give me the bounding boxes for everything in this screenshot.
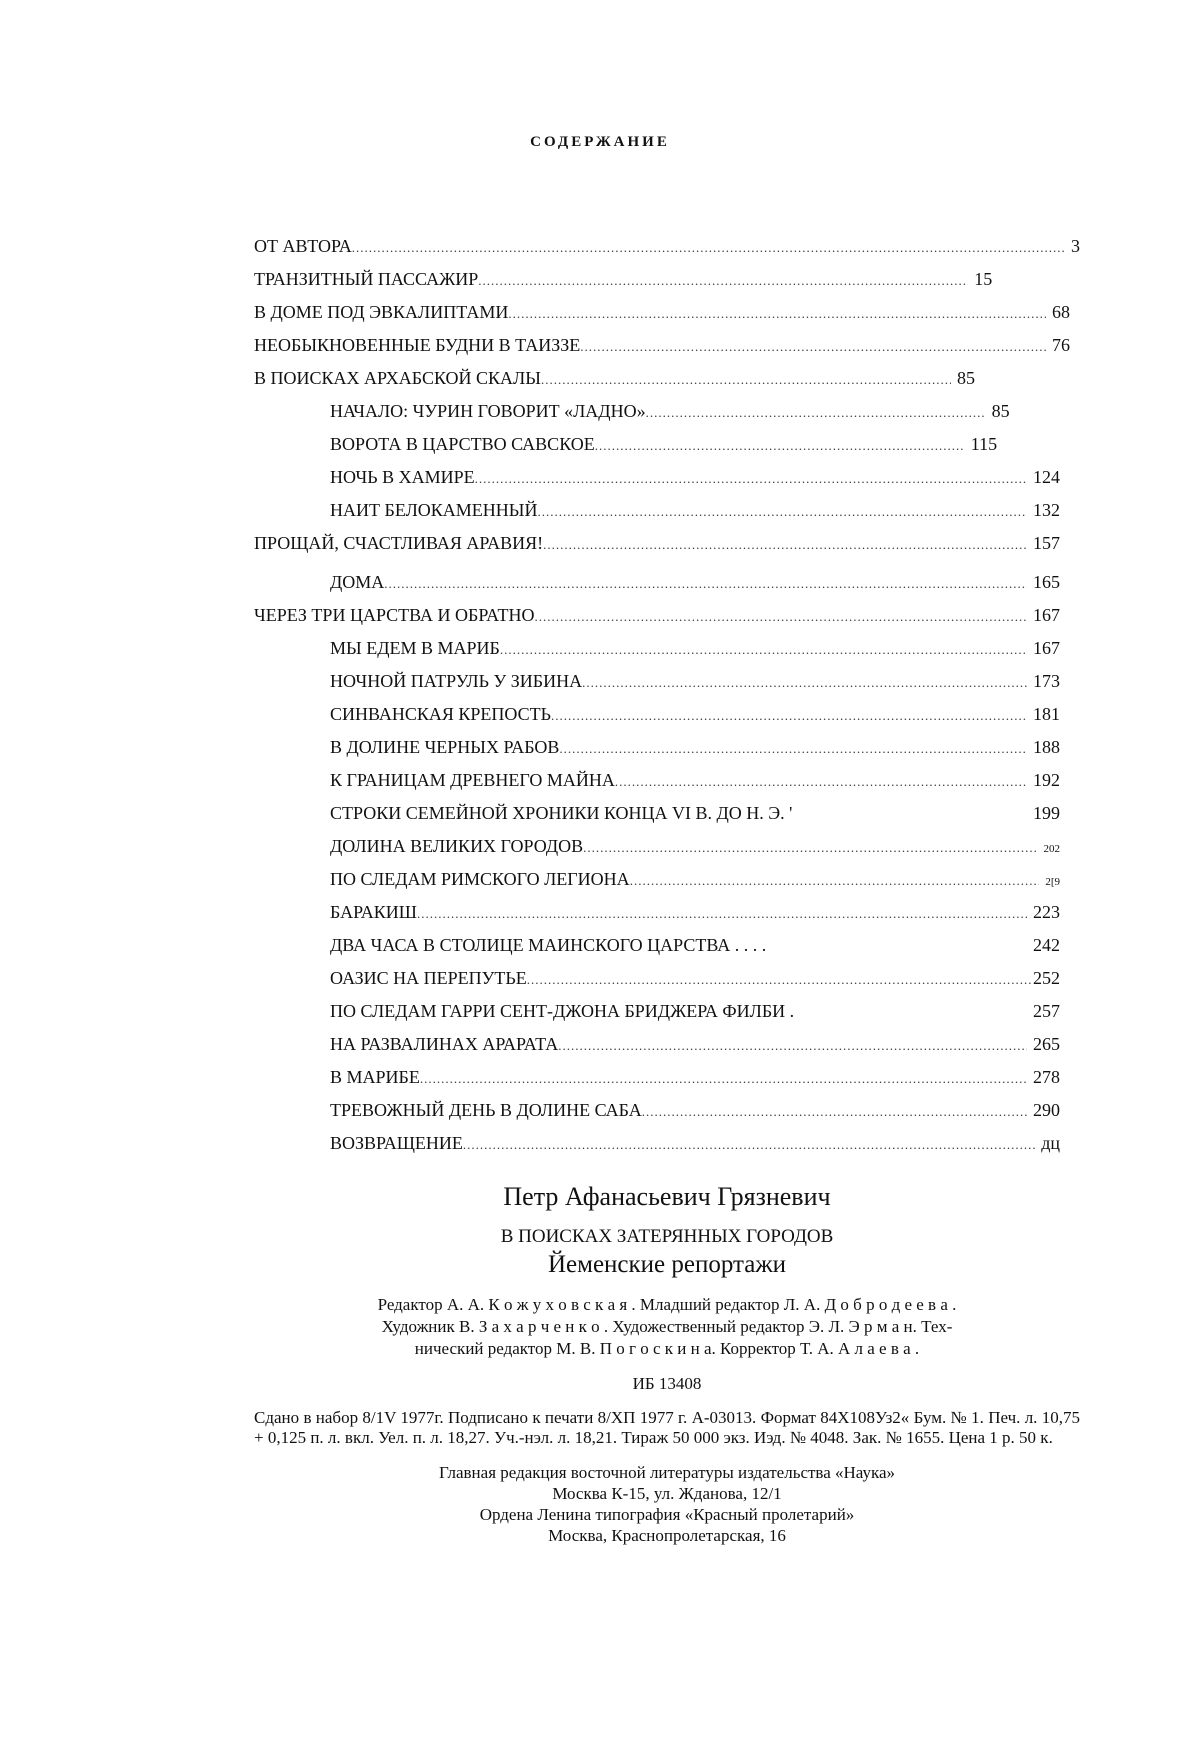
- toc-entry: [254, 1094, 1080, 1127]
- author-name: Петр Афанасьевич Грязневич: [503, 1182, 831, 1211]
- toc-entry-page: 167: [1033, 605, 1060, 625]
- publisher-line: Главная редакция восточной литературы издательства «Наука»: [438, 1463, 896, 1482]
- toc-entry-title: ВОРОТА В ЦАРСТВО САВСКОЕ: [330, 434, 595, 454]
- toc-entry: [254, 698, 1080, 731]
- toc-entry: [254, 863, 1080, 896]
- toc-entry: [254, 1127, 1080, 1160]
- toc-entry-page: 192: [1033, 770, 1060, 790]
- publisher-info: [254, 1462, 1080, 1546]
- toc-entry-title: НАЧАЛО: ЧУРИН ГОВОРИТ «ЛАДНО»: [330, 401, 646, 421]
- toc-entry-page: 15: [974, 269, 993, 289]
- dot-leader: [646, 396, 986, 429]
- toc-entry-page: 68: [1052, 302, 1070, 322]
- dot-leader: [420, 1062, 1027, 1095]
- dot-leader: [642, 1095, 1027, 1128]
- toc-entry-title: ПРОЩАЙ, СЧАСТЛИВАЯ АРАВИЯ!: [254, 533, 544, 553]
- dot-leader: [417, 897, 1027, 930]
- toc-entry-page: 265: [1033, 1034, 1060, 1054]
- toc-entry-page: дц: [1041, 1133, 1060, 1153]
- toc-entry-page: 173: [1033, 671, 1060, 691]
- dot-leader: [384, 567, 1027, 600]
- dot-leader: [500, 633, 1027, 666]
- toc-entry-page: 167: [1033, 638, 1060, 658]
- toc-entry: [254, 566, 1080, 599]
- toc-entry-title: В ДОМЕ ПОД ЭВКАЛИПТАМИ: [254, 302, 509, 322]
- toc-entry-page: 2[9: [1045, 876, 1060, 888]
- dot-leader: [615, 765, 1027, 798]
- imprint: [254, 1180, 1080, 1546]
- toc-entry-title: НОЧЬ В ХАМИРЕ: [330, 467, 475, 487]
- publisher-line: Москва К-15, ул. Жданова, 12/1: [552, 1484, 782, 1503]
- toc-entry-title: НОЧНОЙ ПАТРУЛЬ У ЗИБИНА: [330, 671, 583, 691]
- toc-entry-title: ВОЗВРАЩЕНИЕ: [330, 1133, 463, 1153]
- toc-entry-page: 124: [1033, 467, 1060, 487]
- toc-entry: [254, 461, 1080, 494]
- toc-entry: [254, 296, 1080, 329]
- toc-entry: [254, 1061, 1080, 1094]
- toc-entry-title: ОАЗИС НА ПЕРЕПУТЬЕ: [330, 968, 527, 988]
- toc-entry-title: В ДОЛИНЕ ЧЕРНЫХ РАБОВ: [330, 737, 560, 757]
- toc-entry-title: СИНВАНСКАЯ КРЕПОСТЬ: [330, 704, 551, 724]
- toc-entry: [254, 830, 1080, 863]
- toc-entry-page: 85: [991, 401, 1010, 421]
- toc-entry-title: В МАРИБЕ: [330, 1067, 420, 1087]
- dot-leader: [551, 699, 1027, 732]
- toc-entry-title: ДОМА: [330, 572, 385, 592]
- credits-line: Художник В. З а х а р ч е н к о . Художественный редактор Э. Л. Э р м а н. Тех-: [381, 1317, 953, 1336]
- credits-line: нический редактор М. В. П о г о с к и н а. Корректор Т. А. А л а е в а .: [414, 1339, 920, 1358]
- dot-leader: [535, 600, 1028, 633]
- toc-entry-page: 85: [956, 368, 975, 388]
- toc-entry-title: НА РАЗВАЛИНАХ АРАРАТА: [330, 1034, 559, 1054]
- toc-entry-page: 76: [1052, 335, 1070, 355]
- toc-entry-title: БАРАКИШ: [330, 902, 417, 922]
- toc-entry: [254, 494, 1080, 527]
- toc-entry-title: ТРЕВОЖНЫЙ ДЕНЬ В ДОЛИНЕ САБА: [330, 1100, 642, 1120]
- dot-leader: [527, 963, 1033, 996]
- toc-entry-title: НЕОБЫКНОВЕННЫЕ БУДНИ В ТАИЗЗЕ: [254, 335, 581, 355]
- toc-entry-page: 199: [1033, 803, 1060, 823]
- toc-entry: [254, 995, 1080, 1028]
- toc-entry: [254, 230, 1080, 263]
- toc-entry-page: 3: [1071, 236, 1080, 256]
- toc-entry-page: 181: [1033, 704, 1060, 724]
- toc-entry-page: 223: [1033, 902, 1060, 922]
- toc-entry-page: 165: [1033, 572, 1060, 592]
- toc-entry-title: ДВА ЧАСА В СТОЛИЦЕ МАИНСКОГО ЦАРСТВА . . . .: [330, 935, 767, 955]
- dot-leader: [595, 429, 965, 462]
- toc-list: [254, 230, 1080, 1160]
- toc-entry-title: ТРАНЗИТНЫЙ ПАССАЖИР: [254, 269, 479, 289]
- dot-leader: [478, 264, 968, 297]
- toc-entry: [254, 665, 1080, 698]
- toc-entry: [254, 527, 1080, 560]
- credits: [254, 1294, 1080, 1360]
- dot-leader: [541, 363, 951, 396]
- toc-entry: [254, 896, 1080, 929]
- toc-entry-page: 132: [1033, 500, 1060, 520]
- dot-leader: [559, 732, 1027, 765]
- toc-entry-page: 252: [1033, 968, 1060, 988]
- toc-entry-title: СТРОКИ СЕМЕЙНОЙ ХРОНИКИ КОНЦА VI В. ДО Н. Э. ': [330, 803, 793, 823]
- print-info: Сдано в набор 8/1V 1977г. Подписано к печати 8/ХП 1977 г. А-03013. Формат 84Х108Уз2« Бум. № 1. Печ. л. 10,75 + 0,125 п. л. вкл. Уел. п. л. 18,27. Уч.-нэл. л. 18,21. Тираж 50 000 экз. Иэд. № 4048. Зак. № 1655. Цена 1 р. 50 к.: [254, 1408, 1080, 1447]
- toc-entry-title: МЫ ЕДЕМ В МАРИБ: [330, 638, 500, 658]
- dot-leader: [508, 297, 1046, 330]
- toc-entry-title: ОТ АВТОРА: [254, 236, 352, 256]
- dot-leader: [582, 666, 1027, 699]
- toc-entry-title: К ГРАНИЦАМ ДРЕВНЕГО МАЙНА: [330, 770, 615, 790]
- credits-line: Редактор А. А. К о ж у х о в с к а я . Младший редактор Л. А. Д о б р о д е е в а .: [377, 1295, 957, 1314]
- toc-entry-page: 257: [1033, 1001, 1060, 1021]
- toc-entry-page: 188: [1033, 737, 1060, 757]
- dot-leader: [543, 528, 1027, 561]
- toc-entry-title: НАИТ БЕЛОКАМЕННЫЙ: [330, 500, 538, 520]
- toc-entry: [254, 395, 1080, 428]
- toc-entry: [254, 329, 1080, 362]
- toc-entry-title: В ПОИСКАХ АРХАБСКОЙ СКАЛЫ: [254, 368, 541, 388]
- toc-entry: [254, 1028, 1080, 1061]
- dot-leader: [558, 1029, 1027, 1062]
- dot-leader: [352, 231, 1065, 264]
- toc-entry: [254, 263, 1080, 296]
- toc-entry-page: 278: [1033, 1067, 1060, 1087]
- toc-entry: [254, 797, 1080, 830]
- toc-entry-page: 242: [1033, 935, 1060, 955]
- toc-entry-title: ПО СЛЕДАМ ГАРРИ СЕНТ-ДЖОНА БРИДЖЕРА ФИЛБИ .: [330, 1001, 795, 1021]
- toc-entry-page: 157: [1033, 533, 1060, 553]
- toc-entry-page: 202: [1043, 843, 1060, 855]
- dot-leader: [538, 495, 1028, 528]
- dot-leader: [463, 1128, 1035, 1161]
- dot-leader: [630, 864, 1040, 897]
- toc-entry-page: 115: [970, 434, 998, 454]
- toc-entry: [254, 599, 1080, 632]
- toc-entry-page: 290: [1033, 1100, 1060, 1120]
- toc-entry: [254, 362, 1080, 395]
- book-title: В ПОИСКАХ ЗАТЕРЯННЫХ ГОРОДОВ: [500, 1226, 834, 1247]
- publisher-line: Ордена Ленина типография «Красный пролетарий»: [479, 1505, 855, 1524]
- dot-leader: [475, 462, 1027, 495]
- toc-heading: СОДЕРЖАНИЕ: [530, 134, 670, 150]
- ib-number: ИБ 13408: [632, 1374, 702, 1393]
- book-subtitle: Йеменские репортажи: [547, 1251, 787, 1278]
- toc-entry-title: ЧЕРЕЗ ТРИ ЦАРСТВА И ОБРАТНО: [254, 605, 535, 625]
- dot-leader: [580, 330, 1046, 363]
- toc-entry: [254, 962, 1080, 995]
- dot-leader: [583, 831, 1037, 864]
- toc-entry-title: ДОЛИНА ВЕЛИКИХ ГОРОДОВ: [330, 836, 584, 856]
- toc-entry: [254, 764, 1080, 797]
- toc-entry: [254, 428, 1080, 461]
- toc-entry-title: ПО СЛЕДАМ РИМСКОГО ЛЕГИОНА: [330, 869, 630, 889]
- toc-entry: [254, 632, 1080, 665]
- publisher-line: Москва, Краснопролетарская, 16: [548, 1526, 786, 1545]
- toc-entry: [254, 731, 1080, 764]
- toc-entry: [254, 929, 1080, 962]
